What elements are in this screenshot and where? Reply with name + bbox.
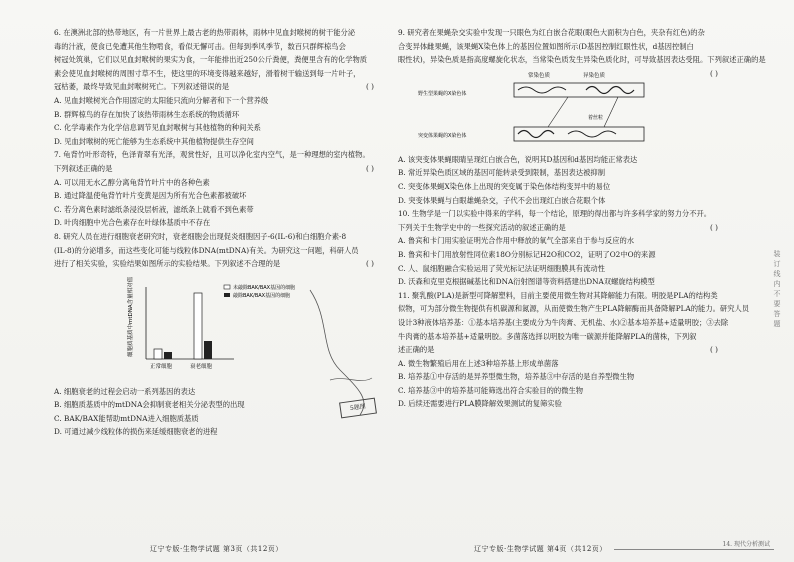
- binding-margin-text: 装订线内不要答题: [773, 250, 781, 330]
- q11-line: 牛肉膏的基本培养基+适量明胶。多菌落选择以明胶为唯一碳源并能降解PLA的菌株，下列叙: [398, 331, 697, 341]
- q8-line: (IL-8)的分泌增多，而这些变化可能与线粒体DNA(mtDNA)有关。为研究这一问题，科研人员: [54, 245, 359, 255]
- q9-line: 眼性状)，异染色质是指高度螺旋化状态，当常染色质发生异染色质化时，可导致基因表达受阻。下列叙述正确的是 ( ): [398, 53, 728, 67]
- option-d: D. 后续还需要进行PLA膜降解效果测试的复筛实验: [398, 399, 562, 409]
- q9-line: 9. 研究者在果蝇杂交实验中发现一只眼色为红白嵌合花眼(眼色大面积为白色，夹杂有红色)的杂: [398, 28, 705, 37]
- figure-stamp: 5题图: [339, 398, 377, 419]
- answer-paren: ( ): [365, 163, 374, 173]
- question-9: [398, 26, 766, 207]
- question-11: [398, 289, 750, 411]
- legend-swatch-knocked: [224, 293, 230, 297]
- option-c: C. 人、鼠细胞融合实验运用了荧光标记法证明细胞膜具有流动性: [398, 263, 605, 273]
- q9-line: 合变异体雌果蝇，该果蝇X染色体上的基因位置如图所示(D基因控制红眼性状，d基因控制白: [398, 41, 694, 51]
- q6-line: 6. 在澳洲北部的热带地区，有一片世界上最古老的热带雨林，雨林中见血封喉树的树干能分泌: [54, 28, 356, 37]
- question-7: [54, 148, 384, 230]
- q11-line: 11. 聚乳酸(PLA)是新型可降解塑料，目前主要使用微生物对其降解能力有限。明胶是PLA的结构类: [398, 290, 718, 300]
- option-a: A. 该突变体果蝇眼睛呈现红白嵌合色，说明其D基因和d基因均能正常表达: [398, 154, 638, 164]
- q6-line: 树冠处筑巢，它们以见血封喉树的果实为食，一年能排出近250公斤粪便，粪便里含有的化学物质: [54, 55, 368, 65]
- label-heterochromatin: 异染色质: [583, 72, 606, 79]
- label-euchromatin: 常染色质: [528, 72, 551, 79]
- option-d: D. 沃森和克里克根据碱基比和DNA衍射图谱等资料搭建出DNA双螺旋结构模型: [398, 277, 655, 287]
- q6-line: 素会使见血封喉树的周围寸草不生，使这里的环境变得越来越好，滑着树干输送到每一片叶子，: [54, 68, 361, 78]
- q6-line: 毒的汁液，使食已免遭其他生物啃食，看似无懈可击。但每到季风季节，数百只群辉椋鸟会: [54, 41, 346, 51]
- chromosome-svg: [418, 69, 658, 151]
- tick-normal: 正常细胞: [150, 363, 173, 370]
- q10-line: 10. 生物学是一门以实验中得来的学科，每一个结论，原理的得出都与许多科学家的努力分不开。: [398, 209, 712, 219]
- pen-scribble: [300, 280, 390, 420]
- option-b: B. 细胞质基质中的mtDNA会抑制衰老相关分泌表型的出现: [54, 400, 245, 410]
- label-wildtype-x: 野生型果蝇的X染色体: [418, 90, 467, 97]
- bar-aged-knocked: [204, 341, 212, 359]
- mtdna-bar-chart: [124, 273, 324, 381]
- option-a: A. 微生物繁殖后用在上述3种培养基上形成单菌落: [398, 358, 559, 368]
- option-d: D. 见血封喉树的死亡能够为生态系统中其他植物提供生存空间: [54, 136, 254, 146]
- chart-ylabel: 细胞质基质中mtDNA含量相对值: [128, 276, 134, 357]
- q7-line: 下列叙述正确的是 ( ): [54, 162, 384, 176]
- option-d: D. 叶肉细胞中光合色素存在叶绿体基质中不存在: [54, 218, 211, 228]
- q8-line: 8. 研究人员在进行细胞衰老研究时，衰老细胞会出现促炎细胞因子-6(IL-6)和白细胞介素-8: [54, 231, 347, 241]
- option-c: C. 化学毒素作为化学信息调节见血封喉树与其他植物的种间关系: [54, 123, 261, 133]
- page-footer-right: 辽宁专版·生物学试题 第4页（共12页）: [474, 545, 607, 553]
- question-10: [398, 207, 728, 289]
- answer-paren: ( ): [365, 259, 374, 269]
- option-c: C. 若分离色素时滤纸条浸没层析液，滤纸条上就看不到色素带: [54, 204, 254, 214]
- q8-line: 进行了相关实验，实验结果如图所示的实验结果。下列叙述不合理的是 ( ): [54, 257, 384, 271]
- option-c: C. BAK/BAX能帮助mtDNA进入细胞质基质: [54, 413, 199, 423]
- option-a: A. 细胞衰老的过程会启动一系列基因的表达: [54, 386, 196, 396]
- label-centromere: 着丝粒: [588, 114, 604, 121]
- legend-unknocked: 未敲除BAK/BAX基因的细胞: [233, 284, 296, 291]
- option-b: B. 常近异染色质区域的基因可能转录受到限制，基因表达被抑制: [398, 168, 606, 178]
- q7-line: 7. 龟背竹叶形奇特，色泽青翠有光泽，观赏性好，且可以净化室内空气，是一种理想的室内植物。: [54, 150, 370, 160]
- option-b: B. 通过降温使龟背竹叶片变黄是因为所有光合色素都被破坏: [54, 191, 247, 201]
- answer-paren: ( ): [709, 222, 718, 232]
- next-question-note: 14. 现代分析测试: [722, 541, 770, 548]
- bar-normal-unknocked: [154, 349, 162, 359]
- q11-line: 述正确的是 ( ): [398, 343, 728, 357]
- option-d: D. 可通过减少线粒体的损伤来延缓细胞衰老的进程: [54, 427, 218, 437]
- legend-swatch-unknocked: [224, 285, 230, 289]
- option-b: B. 培养基①中存活的是异养型微生物，培养基③中存活的是自养型微生物: [398, 372, 635, 382]
- option-b: B. 群辉椋鸟的存在加快了该热带雨林生态系统的物质循环: [54, 109, 240, 119]
- answer-paren: ( ): [709, 345, 718, 355]
- q6-line: 冠枯萎，最终导致见血封喉树死亡。下列叙述错误的是 ( ): [54, 80, 384, 94]
- label-mutant-x: 突变体果蝇的X染色体: [418, 132, 467, 139]
- legend-knocked: 敲除BAK/BAX基因的细胞: [233, 292, 291, 299]
- option-a: A. 可以用无水乙醇分离龟背竹叶片中的各种色素: [54, 177, 210, 187]
- option-d: D. 突变体果蝇与白眼雄蝇杂交，子代不会出现红白嵌合花眼个体: [398, 195, 606, 205]
- option-c: C. 培养基③中的培养基可能筛选出符合实验目的的微生物: [398, 385, 584, 395]
- chromosome-diagram: [418, 69, 658, 151]
- option-a: A. 鲁宾和卡门用实验证明光合作用中释放的氧气全部来自于参与反应的水: [398, 236, 635, 246]
- answer-paren: ( ): [709, 68, 718, 78]
- right-column: [398, 26, 766, 540]
- tick-aged: 衰老细胞: [190, 363, 213, 370]
- q11-line: 似物，可为部分微生物提供有机碳源和氮源，从而使微生物产生PLA降解酶而具备降解PLA的能力。研究人员: [398, 304, 750, 314]
- bar-normal-knocked: [164, 352, 172, 359]
- bar-aged-unknocked: [194, 293, 202, 359]
- page-footer-left: 辽宁专版·生物学试题 第3页（共12页）: [150, 545, 283, 553]
- option-a: A. 见血封喉树光合作用固定的太阳能只流向分解者和下一个营养级: [54, 95, 269, 105]
- option-c: C. 突变体果蝇X染色体上出现的突变属于染色体结构变异中的易位: [398, 181, 611, 191]
- bottom-rule: [614, 549, 774, 550]
- answer-paren: ( ): [365, 82, 374, 92]
- question-6: [54, 26, 384, 148]
- mtdna-chart-svg: [124, 273, 324, 381]
- q11-line: 设计3种液体培养基：①基本培养基(主要成分为牛肉膏、无机盐、水)②基本培养基+适量明胶；③去除: [398, 317, 729, 327]
- option-b: B. 鲁宾和卡门用放射性同位素18O分别标记H2O和CO2，证明了O2中O的来源: [398, 249, 656, 259]
- q10-line: 下列关于生物学史中的一些探究活动的叙述正确的是 ( ): [398, 221, 728, 235]
